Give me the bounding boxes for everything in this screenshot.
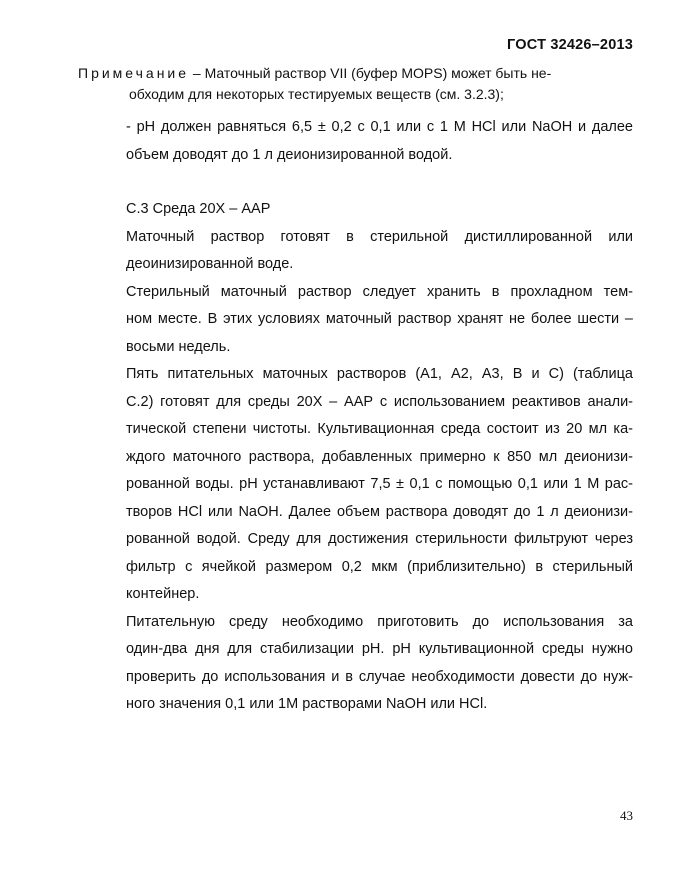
section-title: С.3 Среда 20Х – ААР	[126, 201, 271, 217]
text-line: творов HCl или NaOH. Далее объем раствора доводят до 1 л деионизи-	[126, 503, 633, 520]
text-line: деоинизированной воде.	[126, 256, 294, 272]
paragraph-stock-solution	[80, 224, 633, 279]
page-number: 43	[620, 808, 633, 823]
document-body	[80, 114, 633, 719]
note-line	[78, 63, 633, 84]
note-label: Примечание	[78, 65, 190, 81]
paragraph-storage	[80, 279, 633, 362]
note-block	[78, 63, 633, 105]
text-line: ном месте. В этих условиях маточный раствор хранят не более шести –	[126, 311, 633, 327]
text-line: проверить до использования и в случае необходимости довести до нуж-	[126, 668, 633, 685]
text-line: тической степени чистоты. Культивационная среда состоит из 20 мл ка-	[126, 421, 633, 437]
paragraph-medium-usage	[80, 609, 633, 719]
text-line: ного значения 0,1 или 1М растворами NaOH или HCl.	[126, 696, 488, 712]
text-line: фильтр с ячейкой размером 0,2 мкм (приблизительно) в стерильный	[126, 558, 633, 575]
text-line: один-два дня для стабилизации pH. pH культивационной среды нужно	[126, 641, 633, 657]
text-line: ждого маточного раствора, добавленных примерно к 850 мл деионизи-	[126, 448, 633, 465]
text-line: Питательную среду необходимо приготовить до использования за	[126, 613, 633, 630]
text-line: объем доводят до 1 л деионизированной водой.	[126, 146, 453, 163]
note-text: – Маточный раствор VII (буфер MOPS) может быть не-	[189, 65, 552, 81]
text-line: - pH должен равняться 6,5 ± 0,2 с 0,1 или с 1 М HCl или NaOH и далее	[126, 119, 633, 135]
note-line: обходим для некоторых тестируемых веществ (см. 3.2.3);	[129, 86, 504, 102]
paragraph-preparation	[80, 361, 633, 609]
text-line: рованной водой. Среду для достижения стерильности фильтруют через	[126, 531, 633, 547]
text-line: контейнер.	[126, 586, 200, 602]
ph-requirement-paragraph	[80, 114, 633, 169]
document-header-standard: ГОСТ 32426–2013	[507, 37, 633, 53]
text-line: Пять питательных маточных растворов (А1, А2, А3, В и С) (таблица	[126, 366, 633, 382]
text-line: С.2) готовят для среды 20Х – ААР с использованием реактивов анали-	[126, 393, 633, 410]
text-line: Маточный раствор готовят в стерильной дистиллированной или	[126, 228, 633, 245]
text-line: восьми недель.	[126, 338, 231, 355]
text-line: рованной воды. pH устанавливают 7,5 ± 0,1 с помощью 0,1 или 1 М рас-	[126, 476, 633, 492]
text-line: Стерильный маточный раствор следует хранить в прохладном тем-	[126, 283, 633, 300]
